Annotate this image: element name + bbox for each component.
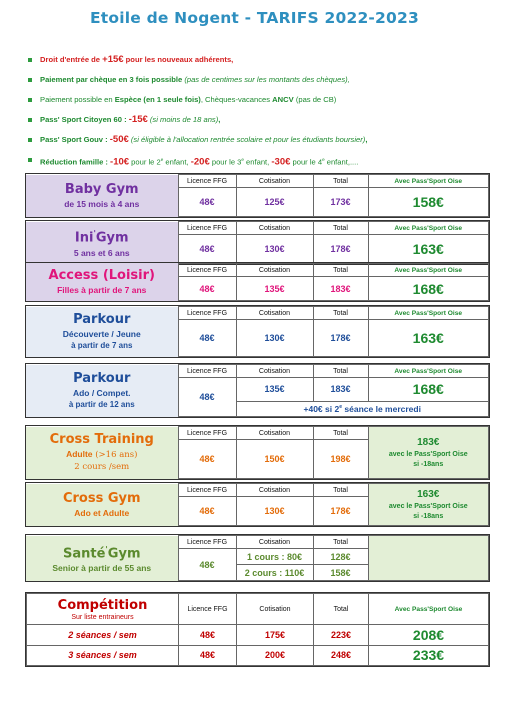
card-sante-gym <box>25 534 490 582</box>
group-subtitle: Découverte / Jeune <box>62 329 141 339</box>
group-name-cell <box>26 307 178 357</box>
header-total: Total <box>313 264 368 277</box>
card-cross-gym <box>25 482 490 527</box>
header-total: Total <box>314 594 369 625</box>
header-pass: Avec Pass'Sport Oise <box>368 222 489 235</box>
group-subtitle: de 15 mois à 4 ans <box>64 198 140 209</box>
group-name-cell <box>26 427 178 479</box>
group-title: Ini'Gym <box>74 229 129 246</box>
pass-value: 208€ <box>369 625 489 646</box>
card-parkour-ado <box>25 363 490 418</box>
group-age: à partir de 7 ans <box>71 341 133 350</box>
header-pass: Avec Pass'Sport Oise <box>368 307 489 320</box>
total-1-cours: 128€ <box>313 549 368 565</box>
group-title: Parkour <box>73 312 131 327</box>
list-item: Paiement possible en Espèce (en 1 seule fois), Chèques-vacances ANCV (pas de CB) <box>40 95 505 115</box>
header-licence: Licence FFG <box>179 594 237 625</box>
card-baby-gym <box>25 173 490 218</box>
group-subtitle: 5 ans et 6 ans <box>73 247 130 258</box>
header-total: Total <box>313 175 368 188</box>
header-licence: Licence FFG <box>178 536 236 549</box>
pass-value: 163€ <box>368 235 489 264</box>
group-name-cell <box>26 484 178 526</box>
group-title: Parkour <box>73 371 131 386</box>
group-name-cell <box>27 594 179 625</box>
header-total: Total <box>313 484 368 497</box>
group-frequency: 2 cours /sem <box>74 462 130 472</box>
cotisation-1-cours: 1 cours : 80€ <box>236 549 313 565</box>
group-title: Baby Gym <box>64 181 139 197</box>
cotisation-value: 200€ <box>237 645 314 666</box>
row-label-3-seances: 3 séances / sem <box>27 645 179 666</box>
list-item: Droit d'entrée de +15€ pour les nouveaux adhérents, <box>40 55 505 75</box>
list-item: Pass' Sport Gouv : -50€ (si éligible à l'allocation rentrée scolaire et pour les étudiants boursier), <box>40 135 505 155</box>
pass-block <box>368 484 489 526</box>
licence-value: 48€ <box>178 320 236 357</box>
group-title: Santé'Gym <box>62 544 141 562</box>
pass-value: 168€ <box>368 378 489 402</box>
pass-value: 163€ <box>368 320 489 357</box>
pass-value: 168€ <box>368 277 489 301</box>
header-cotisation: Cotisation <box>237 594 314 625</box>
cotisation-2-cours: 2 cours : 110€ <box>236 565 313 581</box>
card-access <box>25 262 490 302</box>
total-value: 183€ <box>313 277 368 301</box>
total-value: 178€ <box>313 497 368 526</box>
header-cotisation: Cotisation <box>236 307 313 320</box>
licence-value: 48€ <box>178 440 236 479</box>
header-cotisation: Cotisation <box>236 264 313 277</box>
header-total: Total <box>313 307 368 320</box>
list-item: Paiement par chèque en 3 fois possible (pas de centimes sur les montants des chèques), <box>40 75 505 95</box>
header-pass: Avec Pass'Sport Oise <box>368 365 489 378</box>
group-subtitle: Ado / Compet. <box>72 388 131 398</box>
total-2-cours: 158€ <box>313 565 368 581</box>
header-cotisation: Cotisation <box>236 484 313 497</box>
header-cotisation: Cotisation <box>236 427 313 440</box>
cotisation-value: 130€ <box>236 320 313 357</box>
card-cross-training <box>25 425 490 480</box>
cotisation-value: 130€ <box>236 235 313 264</box>
cotisation-value: 135€ <box>236 277 313 301</box>
info-list <box>40 55 505 175</box>
group-title: Compétition <box>57 597 148 613</box>
group-subtitle: Adulte (>16 ans) <box>66 449 138 460</box>
group-subtitle: Filles à partir de 7 ans <box>57 285 147 295</box>
group-title: Access (Loisir) <box>48 268 155 283</box>
header-cotisation: Cotisation <box>236 365 313 378</box>
group-name-cell <box>26 536 178 581</box>
total-value: 173€ <box>313 188 368 217</box>
licence-value: 48€ <box>178 277 236 301</box>
pass-age: si -18ans <box>413 512 444 520</box>
header-licence: Licence FFG <box>178 365 236 378</box>
total-value: 223€ <box>314 625 369 646</box>
header-total: Total <box>313 365 368 378</box>
total-value: 178€ <box>313 235 368 264</box>
licence-value: 48€ <box>178 188 236 217</box>
licence-value: 48€ <box>178 378 236 417</box>
row-label-2-seances: 2 séances / sem <box>27 625 179 646</box>
total-value: 183€ <box>313 378 368 402</box>
card-competition <box>25 592 490 667</box>
header-cotisation: Cotisation <box>236 222 313 235</box>
cotisation-value: 150€ <box>236 440 313 479</box>
header-licence: Licence FFG <box>178 307 236 320</box>
list-item: Réduction famille : -10€ pour le 2e enfant, -20€ pour le 3e enfant, -30€ pour le 4e enfant,.... <box>40 155 505 175</box>
group-subtitle: Ado et Adulte <box>74 507 130 518</box>
licence-value: 48€ <box>178 549 236 581</box>
extra-session-note: +40€ si 2e séance le mercredi <box>236 401 489 416</box>
group-title: Cross Training <box>49 432 154 447</box>
cotisation-value: 175€ <box>237 625 314 646</box>
pass-block <box>368 427 489 479</box>
page-title: Etoile de Nogent - TARIFS 2022-2023 <box>89 9 419 27</box>
header-pass: Avec Pass'Sport Oise <box>369 594 489 625</box>
licence-value: 48€ <box>178 497 236 526</box>
header-total: Total <box>313 427 368 440</box>
total-value: 178€ <box>313 320 368 357</box>
group-name-cell <box>26 175 178 217</box>
total-value: 198€ <box>313 440 368 479</box>
licence-value: 48€ <box>179 625 237 646</box>
pass-condition: avec le Pass'Sport Oise <box>388 502 468 510</box>
pass-value: 233€ <box>369 645 489 666</box>
card-parkour-jeune <box>25 305 490 358</box>
group-age: à partir de 12 ans <box>68 400 135 409</box>
group-subtitle: Sur liste entraineurs <box>71 613 134 621</box>
cotisation-value: 130€ <box>236 497 313 526</box>
group-title: Cross Gym <box>62 490 141 506</box>
licence-value: 48€ <box>178 235 236 264</box>
total-value: 248€ <box>314 645 369 666</box>
header-licence: Licence FFG <box>178 222 236 235</box>
group-name-cell <box>26 365 178 417</box>
header-pass: Avec Pass'Sport Oise <box>368 175 489 188</box>
header-licence: Licence FFG <box>178 175 236 188</box>
header-cotisation: Cotisation <box>236 175 313 188</box>
pass-empty-cell <box>368 536 489 581</box>
header-licence: Licence FFG <box>178 427 236 440</box>
group-subtitle: Senior à partir de 55 ans <box>52 563 152 574</box>
group-name-cell <box>26 222 178 264</box>
pass-value: 158€ <box>368 188 489 217</box>
header-licence: Licence FFG <box>178 484 236 497</box>
cotisation-value: 125€ <box>236 188 313 217</box>
list-item: Pass' Sport Citoyen 60 : -15€ (si moins de 18 ans), <box>40 115 505 135</box>
card-ini-gym <box>25 220 490 265</box>
header-licence: Licence FFG <box>178 264 236 277</box>
pass-value: 163€ <box>417 488 440 500</box>
header-total: Total <box>313 222 368 235</box>
header-total: Total <box>313 536 368 549</box>
group-name-cell <box>26 264 178 301</box>
licence-value: 48€ <box>179 645 237 666</box>
header-pass: Avec Pass'Sport Oise <box>368 264 489 277</box>
cotisation-value: 135€ <box>236 378 313 402</box>
pass-value: 183€ <box>417 436 440 448</box>
pass-condition: avec le Pass'Sport Oise <box>388 450 468 458</box>
header-cotisation: Cotisation <box>236 536 313 549</box>
pass-age: si -18ans <box>413 460 444 468</box>
